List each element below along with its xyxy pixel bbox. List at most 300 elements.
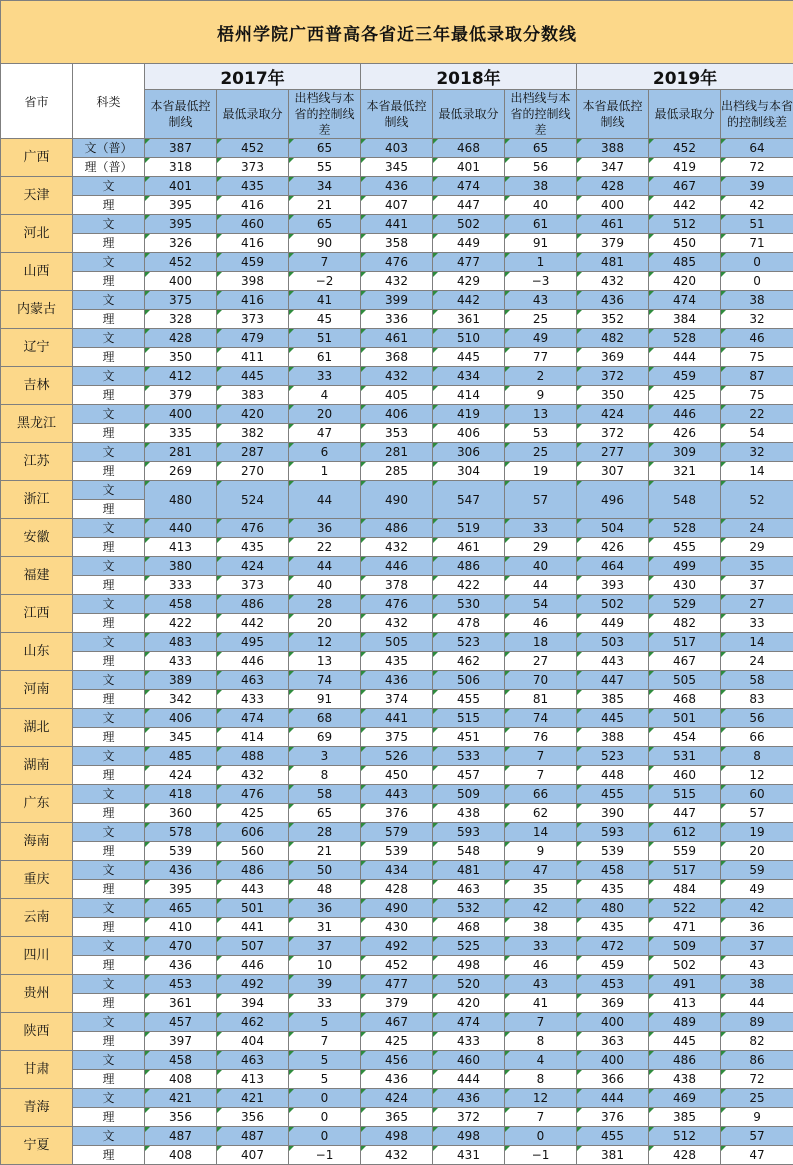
score-cell: 77 [505,348,577,367]
score-cell: 385 [649,1108,721,1127]
score-cell: 480 [577,899,649,918]
table-row [1,918,793,937]
score-cell: 414 [217,728,289,747]
score-cell: 501 [217,899,289,918]
score-cell: 398 [217,272,289,291]
score-cell: 430 [361,918,433,937]
score-cell: 410 [145,918,217,937]
category-cell: 理 [73,956,145,975]
score-cell: −1 [505,1146,577,1165]
score-cell: 453 [577,975,649,994]
score-cell: 416 [217,291,289,310]
year-header-2017: 2017年 [145,64,361,90]
score-cell: 38 [505,918,577,937]
score-cell: 499 [649,557,721,576]
table-row [1,861,793,880]
score-cell: 49 [721,880,793,899]
score-cell: 406 [361,405,433,424]
score-cell: 492 [361,937,433,956]
score-cell: 465 [145,899,217,918]
score-cell: 44 [289,481,361,519]
province-name: 云南 [1,899,73,937]
score-cell: 451 [433,728,505,747]
score-cell: 458 [145,1051,217,1070]
category-cell: 理 [73,1070,145,1089]
score-cell: 70 [505,671,577,690]
score-cell: 373 [217,158,289,177]
score-cell: 452 [217,139,289,158]
score-cell: 476 [361,595,433,614]
category-cell: 理 [73,538,145,557]
score-cell: 421 [217,1089,289,1108]
score-cell: 457 [433,766,505,785]
score-cell: 56 [721,709,793,728]
score-cell: 55 [289,158,361,177]
score-cell: 380 [145,557,217,576]
score-cell: 65 [289,139,361,158]
score-cell: 452 [145,253,217,272]
province-name: 江苏 [1,443,73,481]
score-cell: 62 [505,804,577,823]
score-cell: 75 [721,386,793,405]
score-cell: 403 [361,139,433,158]
score-cell: 387 [145,139,217,158]
score-cell: 21 [289,842,361,861]
category-cell: 文 [73,481,145,500]
score-cell: 358 [361,234,433,253]
score-cell: 20 [721,842,793,861]
score-cell: 512 [649,1127,721,1146]
score-cell: 458 [145,595,217,614]
score-cell: 438 [433,804,505,823]
score-cell: 435 [361,652,433,671]
score-cell: 560 [217,842,289,861]
score-cell: 9 [505,386,577,405]
table-row [1,595,793,614]
score-cell: 505 [649,671,721,690]
score-cell: 517 [649,861,721,880]
category-cell: 文 [73,1051,145,1070]
score-cell: 431 [433,1146,505,1165]
table-row [1,823,793,842]
score-cell: 356 [217,1108,289,1127]
score-cell: 33 [505,937,577,956]
score-cell: 25 [505,310,577,329]
score-cell: 515 [649,785,721,804]
score-cell: 539 [361,842,433,861]
score-cell: 436 [145,956,217,975]
score-cell: 416 [217,234,289,253]
score-cell: 548 [649,481,721,519]
score-cell: 20 [289,405,361,424]
score-cell: 379 [145,386,217,405]
score-cell: 434 [433,367,505,386]
score-cell: 476 [217,519,289,538]
table-row [1,158,793,177]
category-cell: 文 [73,443,145,462]
score-cell: 379 [361,994,433,1013]
score-cell: 490 [361,899,433,918]
score-cell: 41 [505,994,577,1013]
category-cell: 理 [73,196,145,215]
score-cell: 42 [721,196,793,215]
score-cell: 342 [145,690,217,709]
score-cell: 399 [361,291,433,310]
score-cell: 306 [433,443,505,462]
score-cell: 462 [433,652,505,671]
score-cell: 269 [145,462,217,481]
score-cell: 477 [361,975,433,994]
score-cell: 32 [721,310,793,329]
score-cell: 436 [361,177,433,196]
category-cell: 文 [73,1089,145,1108]
score-cell: 492 [217,975,289,994]
score-cell: 8 [289,766,361,785]
score-cell: 270 [217,462,289,481]
score-cell: 372 [577,424,649,443]
score-cell: 6 [289,443,361,462]
score-cell: 43 [721,956,793,975]
category-cell: 理 [73,1108,145,1127]
score-cell: 539 [577,842,649,861]
score-cell: 430 [649,576,721,595]
score-cell: 416 [217,196,289,215]
category-cell: 文 [73,633,145,652]
score-cell: 474 [649,291,721,310]
score-cell: 69 [289,728,361,747]
province-name: 浙江 [1,481,73,519]
score-cell: 407 [217,1146,289,1165]
score-cell: 460 [433,1051,505,1070]
score-cell: 373 [217,310,289,329]
score-cell: 408 [145,1070,217,1089]
score-cell: 86 [721,1051,793,1070]
score-cell: 304 [433,462,505,481]
score-cell: 57 [721,804,793,823]
score-cell: 548 [433,842,505,861]
score-cell: 456 [361,1051,433,1070]
score-cell: 467 [649,652,721,671]
category-cell: 理 [73,880,145,899]
score-cell: 488 [217,747,289,766]
score-cell: 442 [217,614,289,633]
score-cell: 390 [577,804,649,823]
table-row [1,899,793,918]
category-cell: 文 [73,519,145,538]
score-cell: 393 [577,576,649,595]
score-cell: 60 [721,785,793,804]
subheader-control-line: 本省最低控制线 [361,90,433,139]
score-cell: 512 [649,215,721,234]
score-cell: 455 [649,538,721,557]
score-cell: 445 [577,709,649,728]
score-cell: 441 [217,918,289,937]
score-cell: 517 [649,633,721,652]
score-cell: 487 [217,1127,289,1146]
score-cell: 9 [721,1108,793,1127]
category-cell: 理 [73,576,145,595]
score-cell: 29 [721,538,793,557]
score-cell: 47 [289,424,361,443]
score-cell: 33 [721,614,793,633]
category-cell: 理 [73,994,145,1013]
score-cell: 369 [577,994,649,1013]
score-cell: 443 [217,880,289,899]
score-cell: 411 [217,348,289,367]
score-cell: 526 [361,747,433,766]
score-cell: 328 [145,310,217,329]
score-cell: 422 [433,576,505,595]
category-cell: 文（普） [73,139,145,158]
score-cell: 606 [217,823,289,842]
category-cell: 文 [73,823,145,842]
table-row [1,785,793,804]
score-cell: 463 [217,671,289,690]
score-cell: 353 [361,424,433,443]
score-cell: 91 [505,234,577,253]
score-cell: 459 [577,956,649,975]
score-cell: 1 [289,462,361,481]
table-row [1,842,793,861]
table-row [1,652,793,671]
score-cell: 436 [433,1089,505,1108]
score-cell: 449 [433,234,505,253]
score-cell: 412 [145,367,217,386]
score-cell: 378 [361,576,433,595]
score-cell: 444 [577,1089,649,1108]
province-name: 安徽 [1,519,73,557]
score-cell: 336 [361,310,433,329]
score-cell: 529 [649,595,721,614]
score-cell: 481 [577,253,649,272]
table-row [1,215,793,234]
score-cell: −1 [289,1146,361,1165]
score-cell: 515 [433,709,505,728]
score-cell: 46 [505,614,577,633]
score-cell: 2 [505,367,577,386]
category-cell: 理 [73,804,145,823]
score-cell: 454 [649,728,721,747]
province-name: 贵州 [1,975,73,1013]
score-cell: 47 [505,861,577,880]
subheader-difference: 出档线与本省的控制线差 [289,90,361,139]
score-cell: 530 [433,595,505,614]
province-name: 吉林 [1,367,73,405]
score-cell: 352 [577,310,649,329]
score-cell: 400 [577,1051,649,1070]
score-cell: 0 [505,1127,577,1146]
score-cell: 547 [433,481,505,519]
score-cell: 38 [721,291,793,310]
score-cell: 8 [505,1070,577,1089]
score-cell: 363 [577,1032,649,1051]
score-cell: 406 [145,709,217,728]
score-cell: 528 [649,329,721,348]
score-cell: 394 [217,994,289,1013]
score-cell: 14 [721,462,793,481]
score-cell: 482 [577,329,649,348]
score-cell: 56 [505,158,577,177]
category-cell: 理 [73,234,145,253]
score-cell: 31 [289,918,361,937]
category-cell: 文 [73,557,145,576]
category-cell: 文 [73,899,145,918]
category-cell: 文 [73,329,145,348]
score-cell: 3 [289,747,361,766]
score-cell: 483 [145,633,217,652]
province-name: 山东 [1,633,73,671]
score-cell: 505 [361,633,433,652]
score-cell: 471 [649,918,721,937]
table-row [1,367,793,386]
score-cell: 25 [505,443,577,462]
score-cell: 528 [649,519,721,538]
score-cell: 436 [145,861,217,880]
score-cell: 36 [289,519,361,538]
table-row [1,405,793,424]
score-cell: 46 [721,329,793,348]
score-cell: 14 [721,633,793,652]
score-cell: 447 [577,671,649,690]
score-cell: 486 [217,861,289,880]
score-cell: 498 [433,1127,505,1146]
score-cell: 65 [505,139,577,158]
table-row [1,709,793,728]
score-cell: 479 [217,329,289,348]
score-cell: 405 [361,386,433,405]
score-cell: 496 [577,481,649,519]
score-cell: 474 [433,1013,505,1032]
score-cell: 413 [217,1070,289,1089]
table-row [1,462,793,481]
score-cell: 435 [217,538,289,557]
category-cell: 理 [73,728,145,747]
score-cell: 440 [145,519,217,538]
score-cell: 58 [721,671,793,690]
score-cell: 285 [361,462,433,481]
score-cell: 432 [361,272,433,291]
score-cell: 593 [433,823,505,842]
score-cell: 424 [145,766,217,785]
score-cell: 40 [505,196,577,215]
score-cell: 428 [145,329,217,348]
score-cell: 381 [577,1146,649,1165]
score-cell: 8 [721,747,793,766]
score-cell: 484 [649,880,721,899]
category-cell: 文 [73,367,145,386]
score-cell: 5 [289,1051,361,1070]
score-cell: 321 [649,462,721,481]
score-cell: 474 [433,177,505,196]
province-name: 黑龙江 [1,405,73,443]
score-cell: 419 [433,405,505,424]
score-cell: 469 [649,1089,721,1108]
score-cell: 83 [721,690,793,709]
score-cell: 425 [361,1032,433,1051]
category-cell: 文 [73,177,145,196]
score-cell: 477 [433,253,505,272]
score-cell: 368 [361,348,433,367]
category-cell: 文 [73,1127,145,1146]
year-header-2019: 2019年 [577,64,793,90]
category-cell: 理 [73,272,145,291]
score-cell: 59 [721,861,793,880]
score-cell: 51 [289,329,361,348]
score-cell: 400 [145,405,217,424]
table-row [1,880,793,899]
score-cell: 287 [217,443,289,462]
score-cell: 433 [433,1032,505,1051]
score-cell: 37 [721,937,793,956]
score-cell: 476 [361,253,433,272]
province-name: 海南 [1,823,73,861]
score-cell: 42 [505,899,577,918]
score-cell: 345 [361,158,433,177]
table-row [1,348,793,367]
score-cell: 435 [577,918,649,937]
score-cell: 350 [145,348,217,367]
score-cell: 13 [289,652,361,671]
category-cell: 文 [73,671,145,690]
score-cell: 459 [649,367,721,386]
score-cell: 489 [649,1013,721,1032]
score-cell: 441 [361,215,433,234]
score-cell: 478 [433,614,505,633]
table-row [1,690,793,709]
score-cell: 503 [577,633,649,652]
score-cell: 450 [361,766,433,785]
province-name: 河南 [1,671,73,709]
score-cell: 436 [361,671,433,690]
score-cell: 54 [721,424,793,443]
score-cell: 461 [433,538,505,557]
score-cell: 502 [433,215,505,234]
score-cell: 22 [721,405,793,424]
score-cell: 369 [577,348,649,367]
province-name: 宁夏 [1,1127,73,1165]
category-cell: 文 [73,405,145,424]
score-cell: 472 [577,937,649,956]
category-cell: 理 [73,500,145,519]
score-cell: 20 [289,614,361,633]
score-cell: 90 [289,234,361,253]
score-cell: 5 [289,1070,361,1089]
category-cell: 理 [73,386,145,405]
category-cell: 文 [73,595,145,614]
score-cell: 507 [217,937,289,956]
year-header-2018: 2018年 [361,64,577,90]
score-cell: 33 [289,367,361,386]
score-cell: 72 [721,1070,793,1089]
score-cell: 40 [505,557,577,576]
score-cell: 76 [505,728,577,747]
table-row [1,1013,793,1032]
score-cell: 401 [433,158,505,177]
score-cell: 68 [289,709,361,728]
score-cell: 61 [505,215,577,234]
table-row [1,747,793,766]
score-cell: 481 [433,861,505,880]
score-cell: 432 [361,538,433,557]
score-cell: 307 [577,462,649,481]
score-cell: 498 [361,1127,433,1146]
category-cell: 理 [73,1146,145,1165]
score-cell: 375 [361,728,433,747]
score-cell: 486 [649,1051,721,1070]
category-cell: 文 [73,253,145,272]
score-cell: 397 [145,1032,217,1051]
score-cell: 374 [361,690,433,709]
